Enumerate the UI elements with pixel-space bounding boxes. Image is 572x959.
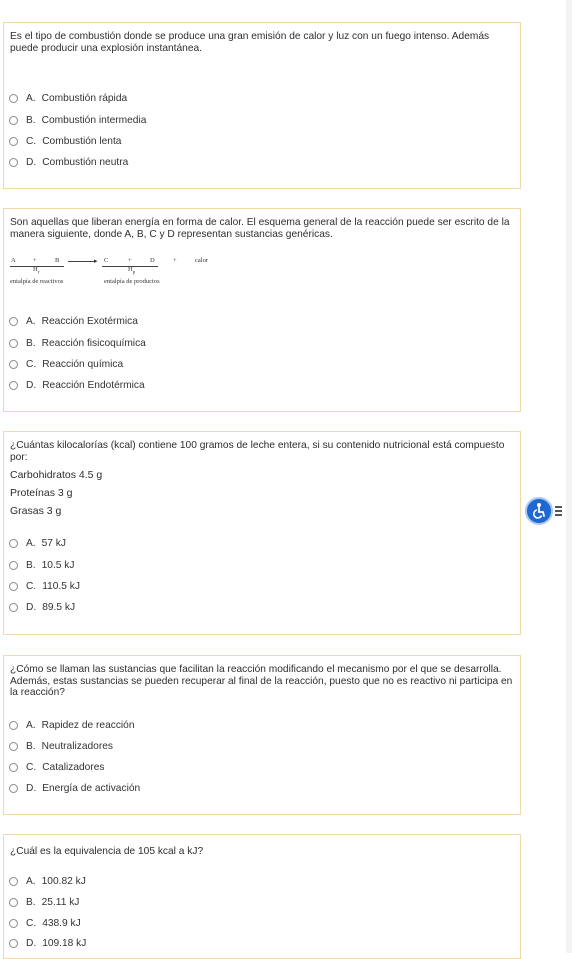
accessibility-widget[interactable] [525,497,557,527]
question-text: ¿Cuántas kilocalorías (kcal) contiene 100 gramos de leche entera, si su contenido nutricional está compuesto por: [10,440,505,463]
option-d[interactable] [9,602,75,613]
option-d[interactable] [9,380,145,391]
radio-button[interactable] [9,116,18,125]
radio-button[interactable] [9,137,18,146]
radio-button[interactable] [9,919,18,928]
option-a[interactable] [9,316,138,327]
reactant-b: B [55,257,60,264]
option-label: Reacción fisicoquímica [41,338,146,349]
question-text: ¿Cuál es la equivalencia de 105 kcal a kJ? [10,846,204,857]
option-label: Reacción química [42,359,124,370]
radio-button[interactable] [9,94,18,103]
radio-button[interactable] [9,561,18,570]
reaction-scheme [10,257,230,297]
option-label: 89.5 kJ [42,602,76,613]
option-label: Combustión intermedia [41,115,147,126]
radio-button[interactable] [9,539,18,548]
product-d: D [150,257,155,264]
option-a[interactable] [9,538,66,549]
option-letter: C. [26,918,37,929]
option-letter: C. [26,136,37,147]
radio-button[interactable] [9,877,18,886]
option-letter: A. [26,876,36,887]
option-c[interactable] [9,581,80,592]
radio-button[interactable] [9,742,18,751]
option-letter: A. [26,720,36,731]
option-letter: B. [26,741,36,752]
option-letter: B. [26,560,36,571]
option-letter: C. [26,762,37,773]
radio-button[interactable] [9,603,18,612]
option-label: Neutralizadores [41,741,113,752]
question-text: Son aquellas que liberan energía en forma de calor. El esquema general de la reacción puede ser escrito de la manera siguiente, donde A, B, C y D representan sustancias genéricas. [10,217,510,240]
option-c[interactable] [9,359,123,370]
reactants-enthalpy-label: entalpía de reactivos [10,278,64,285]
heat-label: calor [195,257,208,264]
option-letter: B. [26,897,36,908]
option-letter: C. [26,359,37,370]
option-label: 10.5 kJ [41,560,75,571]
option-label: Combustión neutra [42,157,129,168]
option-letter: D. [26,380,37,391]
option-label: Catalizadores [42,762,105,773]
question-card-3 [3,431,521,635]
product-c: C [104,257,109,264]
option-label: Combustión lenta [42,136,122,147]
option-letter: C. [26,581,37,592]
reaction-arrow-line [68,261,96,262]
enthalpy-reactants-symbol: $H_r$ [33,266,40,276]
option-letter: D. [26,157,37,168]
radio-button[interactable] [9,339,18,348]
radio-button[interactable] [9,898,18,907]
fact-proteins: Proteínas 3 g [10,487,73,499]
option-label: 25.11 kJ [41,897,80,908]
option-letter: A. [26,316,36,327]
radio-button[interactable] [9,158,18,167]
reactant-a: A [11,257,16,264]
option-label: Energía de activación [42,783,141,794]
question-text: Es el tipo de combustión donde se produce una gran emisión de calor y luz con un fuego intenso. Además puede producir una explosión instantánea. [10,31,490,54]
enthalpy-products-symbol: $H_p$ [128,266,136,276]
option-c[interactable] [9,762,104,773]
option-d[interactable] [9,938,86,949]
radio-button[interactable] [9,381,18,390]
option-letter: D. [26,602,37,613]
option-letter: A. [26,93,36,104]
option-b[interactable] [9,897,79,908]
accessibility-icon[interactable] [525,497,553,525]
option-c[interactable] [9,136,121,147]
option-letter: D. [26,783,37,794]
option-label: 109.18 kJ [42,938,87,949]
radio-button[interactable] [9,939,18,948]
option-letter: B. [26,338,36,349]
plus-sign: + [173,257,177,264]
radio-button[interactable] [9,317,18,326]
menu-icon[interactable] [555,506,562,516]
option-a[interactable] [9,720,135,731]
option-b[interactable] [9,560,75,571]
reaction-arrow-head: ▸ [94,257,98,265]
option-a[interactable] [9,93,127,104]
option-label: 57 kJ [41,538,66,549]
scrollbar[interactable] [566,0,572,953]
option-label: 100.82 kJ [41,876,86,887]
option-c[interactable] [9,918,81,929]
option-label: Rapidez de reacción [41,720,135,731]
fact-carbohydrates: Carbohidratos 4.5 g [10,469,103,481]
radio-button[interactable] [9,582,18,591]
option-letter: D. [26,938,37,949]
products-enthalpy-label: entalpía de productos [104,278,160,285]
radio-button[interactable] [9,721,18,730]
option-d[interactable] [9,783,140,794]
radio-button[interactable] [9,360,18,369]
plus-sign: + [128,257,132,264]
option-b[interactable] [9,115,146,126]
option-letter: B. [26,115,36,126]
option-label: Reacción Exotérmica [41,316,138,327]
option-label: 438.9 kJ [42,918,81,929]
option-letter: A. [26,538,36,549]
option-b[interactable] [9,338,146,349]
option-b[interactable] [9,741,113,752]
fact-fats: Grasas 3 g [10,505,62,517]
radio-button[interactable] [9,763,18,772]
option-label: Reacción Endotérmica [42,380,145,391]
option-label: 110.5 kJ [42,581,80,592]
plus-sign: + [33,257,37,264]
option-a[interactable] [9,876,86,887]
option-label: Combustión rápida [41,93,128,104]
question-text: ¿Cómo se llaman las sustancias que facilitan la reacción modificando el mecanismo por el que se desarrolla. Además, estas sustancias se pueden recuperar al final de la reacción, puesto que no es reactivo ni participa en la reacción? [10,664,513,698]
radio-button[interactable] [9,784,18,793]
option-d[interactable] [9,157,128,168]
